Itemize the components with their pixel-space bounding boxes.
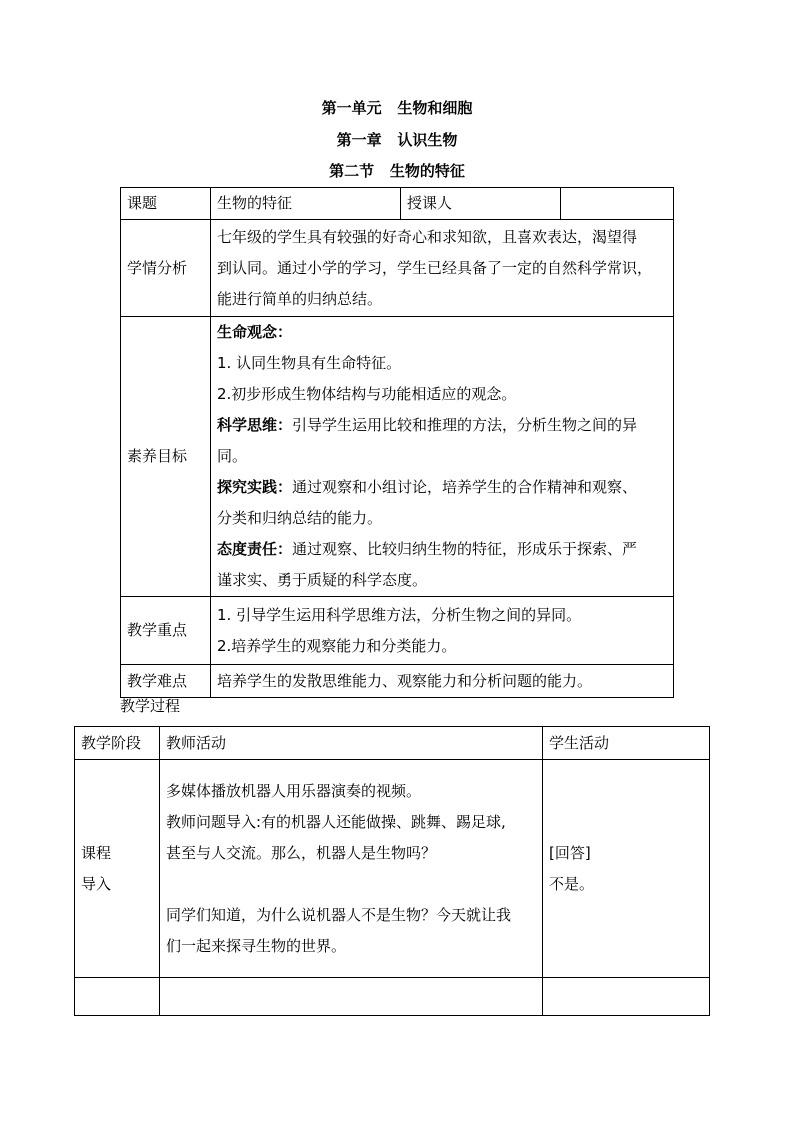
course-value: 生物的特征	[211, 188, 401, 220]
stage-cell	[75, 760, 160, 978]
paragraph-gap	[166, 869, 536, 900]
life-concept-item: 1. 认同生物具有生命特征。	[217, 354, 402, 372]
inquiry-practice-text: 通过观察和小组讨论，培养学生的合作精神和观察、	[292, 478, 638, 496]
life-concept-item: 2.初步形成生物体结构与功能相适应的观念。	[217, 385, 517, 403]
inquiry-practice-heading: 探究实践：	[217, 478, 293, 496]
difficulty-label: 教学难点	[121, 665, 211, 698]
teacher-line: 教师问题导入:有的机器人还能做操、跳舞、踢足球,	[166, 812, 506, 831]
difficulty-content: 培养学生的发散思维能力、观察能力和分析问题的能力。	[211, 665, 674, 698]
stage-text: 课程	[81, 843, 112, 862]
student-activity-cell	[543, 760, 710, 978]
header-stage: 教学阶段	[75, 727, 160, 760]
analysis-row	[121, 220, 674, 317]
analysis-label: 学情分析	[121, 220, 211, 317]
teacher-activity-cell	[160, 760, 543, 978]
life-concept-heading: 生命观念：	[217, 323, 293, 341]
teacher-value	[561, 188, 674, 220]
goals-content	[211, 317, 674, 597]
teacher-line: 甚至与人交流。那么，机器人是生物吗？	[166, 843, 437, 862]
science-thinking-text: 同。	[217, 447, 248, 465]
key-point-line: 2.培养学生的观察能力和分类能力。	[217, 636, 457, 655]
key-point-line: 1. 引导学生运用科学思维方法，分析生物之间的异同。	[217, 605, 582, 624]
science-thinking-heading: 科学思维：	[217, 416, 293, 434]
attitude-text: 通过观察、比较归纳生物的特征，形成乐于探索、严	[292, 540, 638, 558]
section-title: 第二节 生物的特征	[329, 162, 465, 180]
chapter-title: 第一章 认识生物	[336, 131, 458, 149]
analysis-line: 能进行简单的归纳总结。	[217, 289, 383, 308]
analysis-line: 七年级的学生具有较强的好奇心和求知欲，且喜欢表达，渴望得	[217, 227, 638, 246]
empty-cell	[543, 978, 710, 1016]
key-points-row	[121, 597, 674, 665]
key-points-label: 教学重点	[121, 597, 211, 665]
empty-cell	[160, 978, 543, 1016]
key-points-content	[211, 597, 674, 665]
goals-label: 素养目标	[121, 317, 211, 597]
empty-cell	[75, 978, 160, 1016]
course-row	[121, 188, 674, 220]
header-teacher-activity: 教师活动	[160, 727, 543, 760]
process-table	[74, 726, 710, 1016]
teacher-label: 授课人	[401, 188, 561, 220]
difficulty-row	[121, 665, 674, 698]
inquiry-practice-text: 分类和归纳总结的能力。	[217, 509, 383, 527]
unit-title: 第一单元 生物和细胞	[321, 99, 473, 117]
intro-row	[75, 760, 710, 978]
student-line: [回答]	[549, 843, 591, 862]
teacher-line: 同学们知道，为什么说机器人不是生物？今天就让我	[166, 905, 512, 924]
process-caption: 教学过程	[120, 697, 181, 715]
info-table	[120, 187, 674, 698]
course-label: 课题	[121, 188, 211, 220]
teacher-line: 们一起来探寻生物的世界。	[166, 936, 347, 955]
goals-row	[121, 317, 674, 597]
analysis-content	[211, 220, 674, 317]
process-header-row	[75, 727, 710, 760]
stage-text: 导入	[81, 874, 112, 893]
analysis-line: 到认同。通过小学的学习，学生已经具备了一定的自然科学常识，	[217, 258, 653, 277]
science-thinking-text: 引导学生运用比较和推理的方法，分析生物之间的异	[292, 416, 638, 434]
attitude-heading: 态度责任：	[217, 540, 293, 558]
student-line: 不是。	[549, 874, 595, 893]
teacher-line: 多媒体播放机器人用乐器演奏的视频。	[166, 781, 422, 800]
header-student-activity: 学生活动	[543, 727, 710, 760]
attitude-text: 谨求实、勇于质疑的科学态度。	[217, 571, 428, 589]
empty-row	[75, 978, 710, 1016]
